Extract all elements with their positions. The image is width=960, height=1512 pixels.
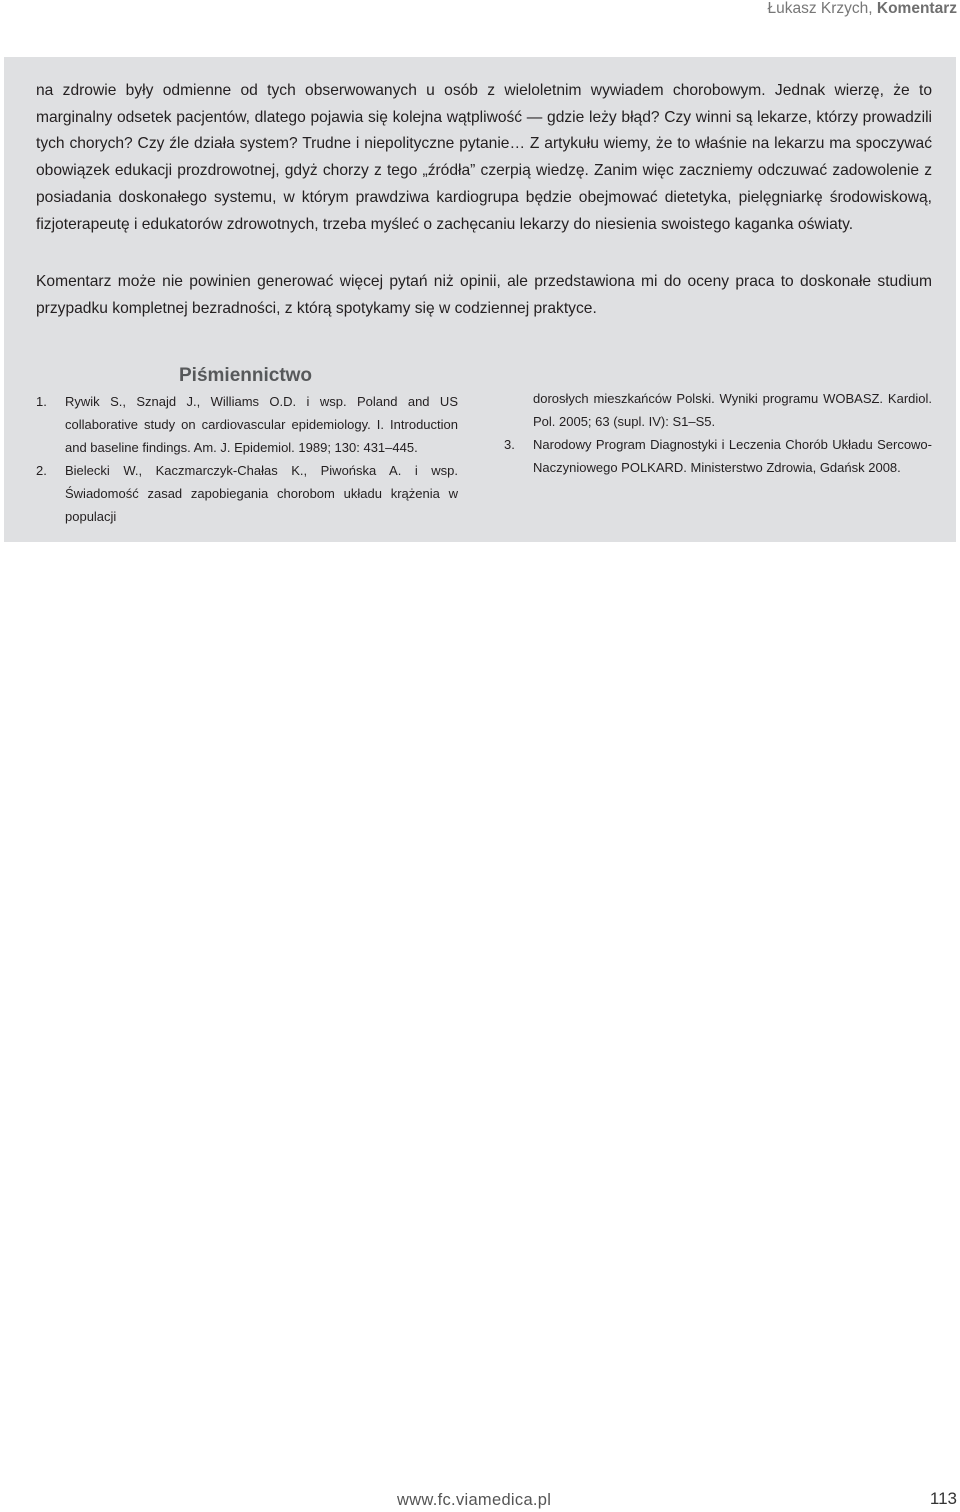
- reference-number: 1.: [36, 394, 47, 409]
- reference-text: Rywik S., Sznajd J., Williams O.D. i wsp. Poland and US collaborative study on cardiovascular epidemiology. I. Introduction and baseline findings. Am. J. Epidemiol. 1989; 130: 431–445.: [65, 394, 458, 455]
- reference-item: [36, 459, 458, 528]
- reference-item: [36, 390, 458, 459]
- section-name: Komentarz: [876, 0, 957, 17]
- body-paragraph: na zdrowie były odmienne od tych obserwowanych u osób z wieloletnim wywiadem chorobowym. Jednak wierzę, że to marginalny odsetek pacjentów, dlatego pojawia się kolejna wątpliwość — gdzie leży błąd? Czy winni są lekarze, którzy prowadzili tych chorych? Czy źle działa system? Trudne i niepolityczne pytanie… Z artykułu wiemy, że to właśnie na lekarzu ma spoczywać obowiązek edukacji prozdrowotnej, gdyż chorzy z tego „źródła” czerpią wiedzę. Zanim więc zaczniemy odczuwać zadowolenie z posiadania doskonałego systemu, w którym prawdziwa kardiogrupa będzie obejmować dietetyka, pielęgniarkę środowiskową, fizjoterapeutę i edukatorów zdrowotnych, trzeba myśleć o zachęcaniu lekarzy do niesienia swoistego kaganka oświaty.: [36, 82, 932, 233]
- page-number: 113: [929, 1489, 957, 1508]
- author-name: Łukasz Krzych,: [767, 0, 873, 17]
- references-list-right: [504, 387, 932, 479]
- running-head: [767, 0, 957, 18]
- reference-text: Bielecki W., Kaczmarczyk-Chałas K., Piwońska A. i wsp. Świadomość zasad zapobiegania chorobom układu krążenia w populacji: [65, 463, 458, 524]
- reference-number: 3.: [504, 437, 515, 452]
- reference-number: 2.: [36, 463, 47, 478]
- body-paragraph: Komentarz może nie powinien generować więcej pytań niż opinii, ale przedstawiona mi do oceny praca to doskonałe studium przypadku kompletnej bezradności, z którą spotykamy się w codziennej praktyce.: [36, 273, 932, 317]
- references-list-left: [36, 390, 458, 528]
- reference-item: [504, 433, 932, 479]
- reference-continuation: [504, 387, 932, 433]
- reference-text: Narodowy Program Diagnostyki i Leczenia Chorób Układu Sercowo-Naczyniowego POLKARD. Ministerstwo Zdrowia, Gdańsk 2008.: [533, 437, 932, 475]
- reference-text: dorosłych mieszkańców Polski. Wyniki programu WOBASZ. Kardiol. Pol. 2005; 63 (supl. IV): S1–S5.: [533, 391, 932, 429]
- journal-url: www.fc.viamedica.pl: [397, 1491, 552, 1509]
- references-heading: Piśmiennictwo: [179, 365, 313, 386]
